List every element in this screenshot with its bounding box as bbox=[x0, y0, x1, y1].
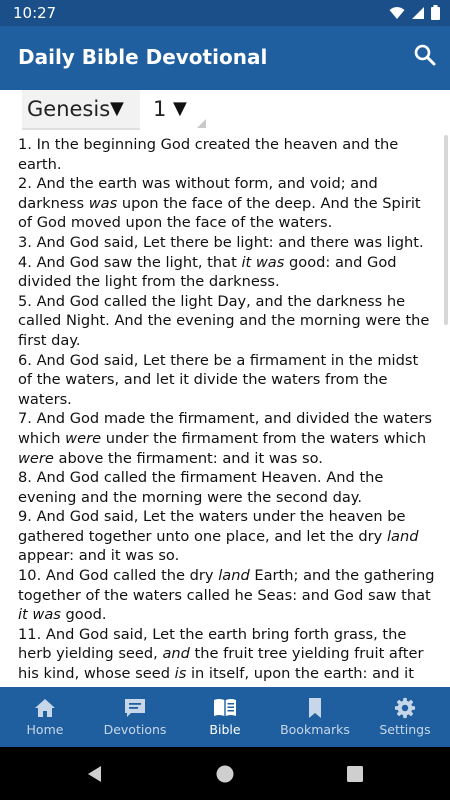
nav-label: Bible bbox=[209, 722, 241, 737]
verse bbox=[18, 468, 436, 507]
verse-text: 9. And God said, Let the waters under the heaven be gathered together unto one place, and let the dry bbox=[18, 508, 406, 545]
verse-text: good: and God divided the light from the darkness. bbox=[18, 253, 397, 291]
verse-text: under the firmament from the waters which bbox=[101, 429, 427, 447]
verse bbox=[18, 174, 436, 233]
verse-text: 8. And God called the firmament Heaven. And the evening and the morning were the second day. bbox=[18, 469, 384, 506]
nav-label: Settings bbox=[379, 722, 431, 737]
verse-list bbox=[18, 135, 436, 703]
verse-text: 2. And the earth was without form, and void; and darkness bbox=[18, 175, 378, 212]
verse-text: were bbox=[65, 429, 102, 447]
verse-text: 10. And God called the dry bbox=[18, 567, 219, 585]
verse-text: good. bbox=[60, 606, 107, 624]
nav-item-settings[interactable] bbox=[360, 687, 450, 747]
verse-text: and bbox=[162, 645, 190, 663]
verse bbox=[18, 566, 436, 625]
bookmark-icon bbox=[303, 697, 327, 719]
verse-text: land bbox=[218, 567, 250, 585]
verse-text: appear: and it was so. bbox=[18, 547, 180, 565]
verse bbox=[18, 351, 436, 410]
verse bbox=[18, 253, 436, 292]
nav-item-bible[interactable] bbox=[180, 687, 270, 747]
battery-icon bbox=[431, 5, 440, 24]
message-icon bbox=[123, 697, 147, 719]
cell-signal-icon bbox=[411, 5, 425, 24]
dropdown-corner-icon bbox=[197, 119, 206, 128]
verse-text: the fruit tree yielding fruit after his kind, whose seed bbox=[18, 645, 424, 683]
dropdown-arrow-icon: ▼ bbox=[110, 98, 124, 119]
scripture-content[interactable] bbox=[0, 133, 450, 687]
verse-text: it was bbox=[241, 253, 285, 271]
recents-icon[interactable] bbox=[344, 763, 366, 785]
verse-text: upon the face of the deep. And the Spirit of God moved upon the face of the waters. bbox=[18, 194, 421, 232]
verse-text: is bbox=[174, 665, 187, 683]
verse-text: land bbox=[386, 527, 419, 545]
verse-text: 5. And God called the light Day, and the darkness he called Night. And the evening and the morning were the first day. bbox=[18, 292, 430, 349]
verse-text: it was bbox=[18, 606, 61, 624]
verse-text: 1. In the beginning God created the heaven and the earth. bbox=[18, 136, 399, 173]
selector-row bbox=[0, 90, 450, 132]
verse-text: 6. And God said, Let there be a firmament in the midst of the waters, and let it divide the waters from the waters. bbox=[18, 351, 419, 408]
back-icon[interactable] bbox=[84, 763, 106, 785]
nav-label: Bookmarks bbox=[280, 722, 350, 737]
verse-text: above the firmament: and it was so. bbox=[53, 449, 323, 467]
verse-text: 4. And God saw the light, that bbox=[18, 253, 242, 271]
verse-text: 11. And God said, Let the earth bring forth grass, the herb yielding seed, bbox=[18, 625, 407, 663]
verse bbox=[18, 135, 436, 174]
home-button-icon[interactable] bbox=[214, 763, 236, 785]
nav-label: Devotions bbox=[103, 722, 167, 737]
verse-text: were bbox=[18, 449, 54, 467]
chapter-dropdown-value: 1 bbox=[153, 97, 167, 121]
nav-label: Home bbox=[26, 722, 64, 737]
book-dropdown-value: Genesis bbox=[27, 97, 111, 121]
wifi-icon bbox=[389, 5, 405, 24]
verse-text: in itself, upon the earth: and it bbox=[190, 665, 414, 683]
book-dropdown[interactable] bbox=[22, 90, 140, 130]
verse-text: 7. And God made the firmament, and divided the waters which bbox=[18, 410, 433, 447]
book-icon bbox=[213, 697, 237, 719]
status-time: 10:27 bbox=[13, 4, 57, 22]
app-title: Daily Bible Devotional bbox=[18, 45, 268, 69]
nav-item-home[interactable] bbox=[0, 687, 90, 747]
verse bbox=[18, 233, 436, 253]
scrollbar[interactable] bbox=[444, 135, 448, 325]
status-bar bbox=[0, 0, 450, 26]
gear-icon bbox=[393, 697, 417, 719]
nav-item-devotions[interactable] bbox=[90, 687, 180, 747]
status-icons bbox=[389, 5, 440, 24]
system-nav-bar bbox=[0, 747, 450, 800]
app-bar bbox=[0, 26, 450, 90]
search-icon[interactable] bbox=[412, 42, 438, 68]
verse-text: 3. And God said, Let there be light: and there was light. bbox=[18, 233, 424, 251]
verse bbox=[18, 507, 436, 566]
home-icon bbox=[33, 697, 57, 719]
dropdown-arrow-icon: ▼ bbox=[173, 98, 187, 119]
chapter-dropdown[interactable] bbox=[148, 90, 208, 130]
verse-text: Earth; and the gathering together of the waters called he Seas: and God saw that bbox=[18, 567, 435, 604]
nav-item-bookmarks[interactable] bbox=[270, 687, 360, 747]
bottom-nav bbox=[0, 687, 450, 747]
verse bbox=[18, 409, 436, 468]
verse-text: was bbox=[88, 194, 118, 212]
verse bbox=[18, 292, 436, 351]
